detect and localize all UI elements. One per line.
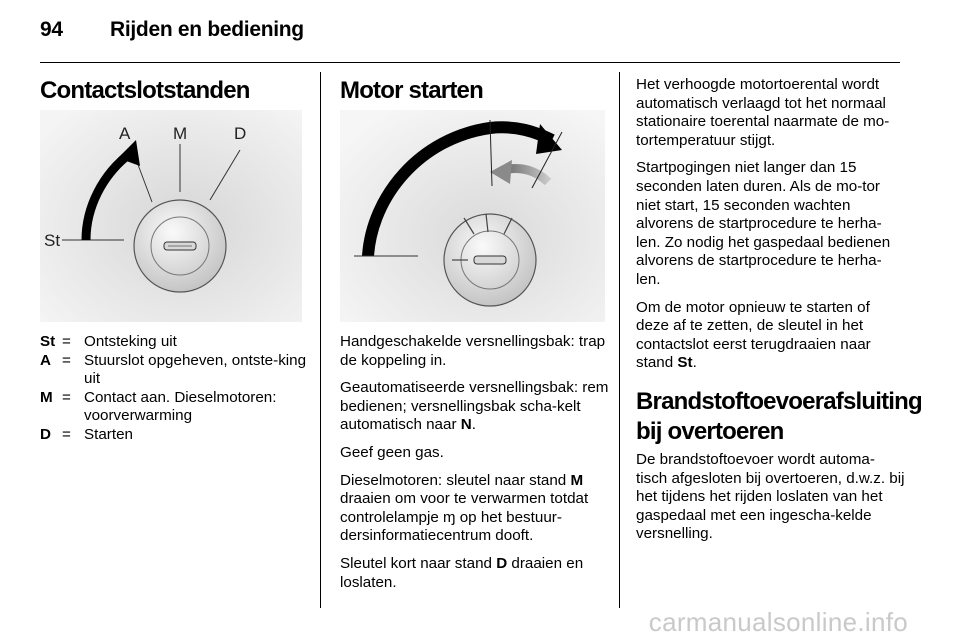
legend-equals: = bbox=[62, 351, 71, 369]
text-span: draaien om voor te verwarmen totdat controlelampje bbox=[340, 490, 589, 526]
paragraph-manual-gearbox: Handgeschakelde versnellingsbak: trap de koppeling in. bbox=[340, 333, 606, 369]
paragraph-idle-speed: Het verhoogde motortoerental wordt automatisch verlaagd tot het normaal stationaire toerental naarmate de mo-tortemperatuur stijgt. bbox=[636, 76, 890, 149]
legend-equals: = bbox=[62, 388, 71, 406]
paragraph-automated-gearbox bbox=[340, 379, 610, 435]
text-span: . bbox=[692, 354, 697, 372]
legend-row bbox=[40, 389, 310, 426]
label-d: D bbox=[234, 124, 247, 143]
legend-key: D bbox=[40, 425, 51, 443]
text-span: . bbox=[471, 416, 476, 434]
legend-value: Starten bbox=[84, 425, 133, 443]
bold-m: M bbox=[570, 471, 584, 489]
label-a: A bbox=[119, 124, 131, 143]
paragraph-fuel-cutoff: De brandstoftoevoer wordt automa-tisch afgesloten bij overtoeren, d.w.z. bij het tijdens het rijden loslaten van het gaspedaal met een ingescha-kelde versnelling. bbox=[636, 450, 905, 543]
paragraph-start-attempts: Startpogingen niet langer dan 15 seconden laten duren. Als de mo-tor niet start, 15 seconden wachten alvorens de startprocedure te herha-len. Zo nodig het gaspedaal bedienen alvorens de startprocedure te herha-len. bbox=[636, 159, 891, 288]
key-slot bbox=[474, 256, 506, 264]
paragraph-no-throttle: Geef geen gas. bbox=[340, 443, 444, 461]
paragraph-turn-key bbox=[340, 555, 610, 592]
page-number: 94 bbox=[40, 18, 63, 41]
bold-st: St bbox=[677, 354, 693, 372]
chapter-title: Rijden en bediening bbox=[110, 18, 304, 41]
ignition-positions-figure bbox=[40, 110, 302, 322]
legend-value: Stuurslot opgeheven, ontste-king uit bbox=[84, 351, 307, 388]
legend-equals: = bbox=[62, 333, 71, 350]
section-heading-motor-starten: Motor starten bbox=[340, 77, 483, 104]
running-header bbox=[40, 18, 304, 42]
engine-start-figure bbox=[340, 110, 605, 322]
legend-row bbox=[40, 333, 310, 352]
paragraph-diesel bbox=[340, 472, 610, 546]
legend-row bbox=[40, 426, 310, 445]
legend-row bbox=[40, 352, 310, 389]
text-span: Geautomatiseerde versnellingsbak: rem bedienen; versnellingsbak scha-kelt automatisch naar bbox=[340, 379, 609, 434]
paragraph-restart bbox=[636, 299, 906, 373]
label-m: M bbox=[173, 124, 188, 143]
engine-start-text bbox=[340, 333, 610, 601]
legend-key: St bbox=[40, 333, 56, 350]
text-span: draaien en loslaten. bbox=[340, 554, 584, 591]
watermark: carmanualsonline.info bbox=[648, 607, 908, 637]
section-heading-contactslotstanden: Contactslotstanden bbox=[40, 77, 250, 104]
legend-value: Ontsteking uit bbox=[84, 333, 177, 350]
bold-n: N bbox=[460, 416, 472, 434]
text-span: Sleutel kort naar stand bbox=[340, 554, 497, 572]
legend-value: Contact aan. Dieselmotoren: voorverwarming bbox=[84, 388, 277, 425]
right-column-text bbox=[636, 76, 922, 553]
text-span: Om de motor opnieuw te starten of deze af te zetten, de sleutel in het contactslot eerst terugdraaien naar stand bbox=[636, 298, 871, 372]
heading-line-1: Brandstoftoevoerafsluiting bbox=[636, 387, 922, 415]
legend-list bbox=[40, 333, 310, 445]
column-divider-2 bbox=[619, 72, 620, 608]
bold-d: D bbox=[496, 554, 508, 572]
text-span: Dieselmotoren: sleutel naar stand bbox=[340, 471, 571, 489]
legend-key: A bbox=[40, 351, 51, 369]
column-divider-1 bbox=[320, 72, 321, 608]
label-st: St bbox=[44, 231, 61, 250]
legend-equals: = bbox=[62, 425, 71, 443]
section-heading-fuel-cutoff bbox=[636, 387, 922, 447]
glow-plug-icon: ɱ bbox=[443, 508, 456, 526]
header-rule bbox=[40, 62, 900, 63]
text-span: op het bestuur-dersinformatiecentrum dooft. bbox=[340, 508, 562, 545]
heading-line-2: bij overtoeren bbox=[636, 417, 784, 445]
legend-key: M bbox=[40, 388, 53, 406]
